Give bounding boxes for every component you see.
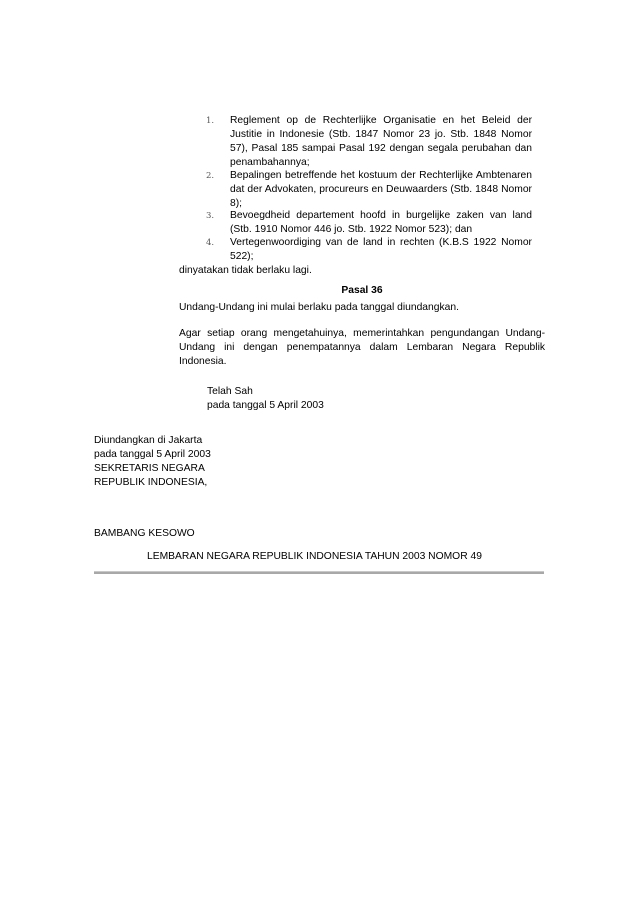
list-text: Bevoegdheid departement hoofd in burgelijke zaken van land (Stb. 1910 Nomor 446 jo. Stb. 1922 Nomor 523); dan xyxy=(230,210,532,235)
list-text: Reglement op de Rechterlijke Organisatie en het Beleid der Justitie in Indonesie (Stb. 1847 Nomor 23 jo. Stb. 1848 Nomor 57), Pasal 185 sampai Pasal 192 dengan segala perubahan dan penambahannya; xyxy=(230,115,532,168)
list-number: 4. xyxy=(206,238,215,248)
horizontal-rule xyxy=(94,571,544,574)
pasal-paragraph-2: Agar setiap orang mengetahuinya, memerintahkan pengundangan Undang-Undang ini dengan penempatannya dalam Lembaran Negara Republik Indonesia. xyxy=(179,328,545,367)
promulgation-line-2: pada tanggal 5 April 2003 xyxy=(94,449,211,460)
ratification-line-2: pada tanggal 5 April 2003 xyxy=(207,400,324,411)
list-number: 1. xyxy=(206,116,215,126)
signatory-name: BAMBANG KESOWO xyxy=(94,528,195,539)
gazette-reference: LEMBARAN NEGARA REPUBLIK INDONESIA TAHUN 2003 NOMOR 49 xyxy=(147,551,482,562)
office-line-2: REPUBLIK INDONESIA, xyxy=(94,477,208,488)
office-line-1: SEKRETARIS NEGARA xyxy=(94,463,205,474)
list-number: 3. xyxy=(206,211,215,221)
pasal-heading: Pasal 36 xyxy=(341,285,383,296)
closing-line: dinyatakan tidak berlaku lagi. xyxy=(179,265,312,276)
list-number: 2. xyxy=(206,171,215,181)
list-text: Vertegenwoordiging van de land in rechten (K.B.S 1922 Nomor 522); xyxy=(230,237,532,262)
promulgation-line-1: Diundangkan di Jakarta xyxy=(94,435,203,446)
list-text: Bepalingen betreffende het kostuum der Rechterlijke Ambtenaren dat der Advokaten, procureurs en Deuwaarders (Stb. 1848 Nomor 8); xyxy=(230,170,532,209)
ratification-line-1: Telah Sah xyxy=(207,386,253,397)
pasal-paragraph-1: Undang-Undang ini mulai berlaku pada tanggal diundangkan. xyxy=(179,302,459,313)
